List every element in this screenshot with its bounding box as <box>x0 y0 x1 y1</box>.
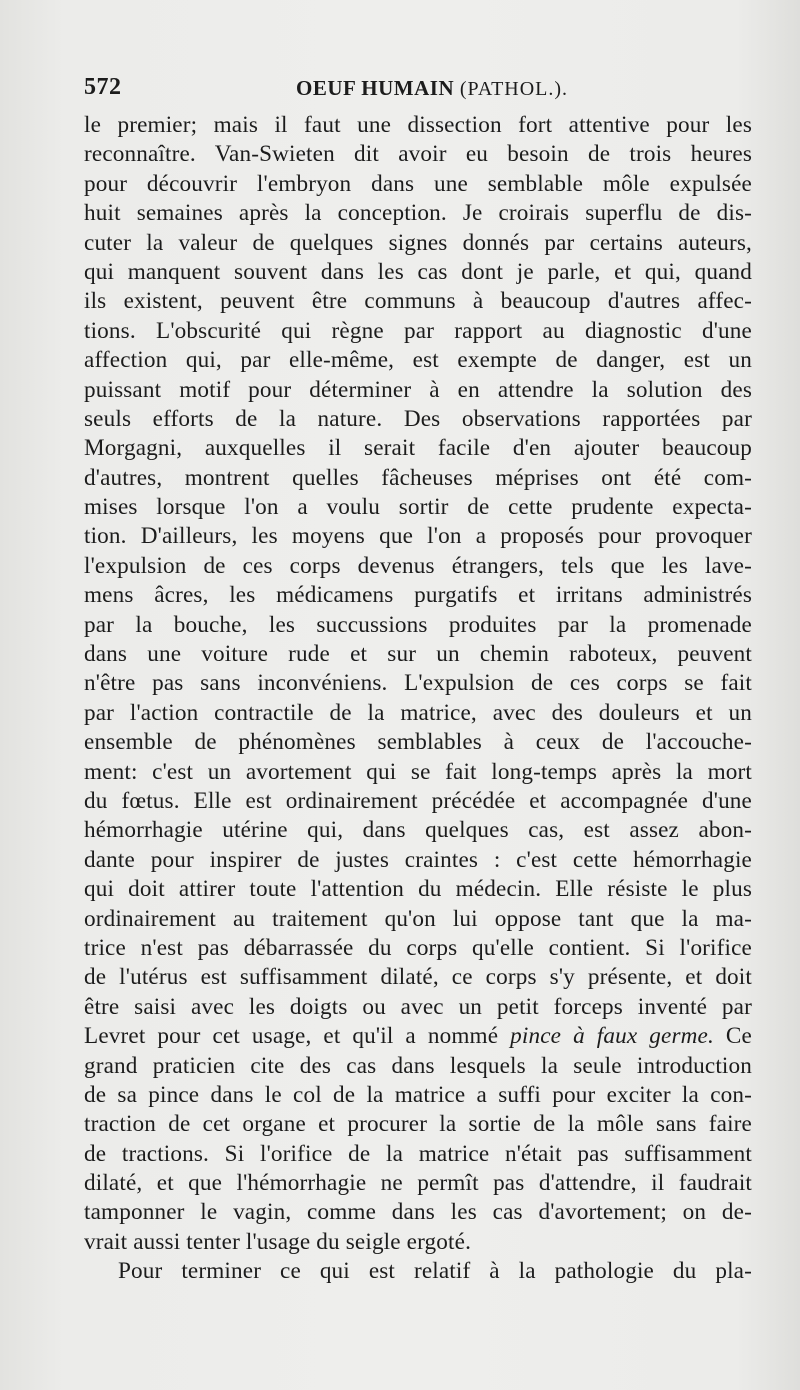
text-line: d'autres, montrent quelles fâcheuses méprises ont été com- <box>84 464 752 491</box>
text-segment: Levret pour cet usage, et qu'il a nommé <box>84 1023 511 1050</box>
text-line: ensemble de phénomènes semblables à ceux de l'accouche- <box>84 729 752 756</box>
text-line: dilaté, et que l'hémorrhagie ne permît pas d'attendre, il faudrait <box>84 1170 752 1197</box>
paragraph-start-line: Pour terminer ce qui est relatif à la pathologie du pla- <box>118 1258 752 1285</box>
running-title-subtitle: (PATHOL.). <box>459 78 569 100</box>
text-line: grand praticien cite des cas dans lesquels la seule introduction <box>84 1052 752 1079</box>
text-line: n'être pas sans inconvéniens. L'expulsion de ces corps se fait <box>84 670 752 697</box>
text-line: de tractions. Si l'orifice de la matrice n'était pas suffisamment <box>84 1140 752 1167</box>
text-line: Morgagni, auxquelles il serait facile d'en ajouter beaucoup <box>84 435 752 462</box>
text-line: être saisi avec les doigts ou avec un petit forceps inventé par <box>84 993 752 1020</box>
running-header <box>84 74 764 104</box>
text-line: l'expulsion de ces corps devenus étrangers, tels que les lave- <box>84 552 752 579</box>
text-line: ment: c'est un avortement qui se fait long-temps après la mort <box>84 758 752 785</box>
text-line: huit semaines après la conception. Je croirais superflu de dis- <box>84 200 752 227</box>
text-line: dante pour inspirer de justes craintes : c'est cette hémorrhagie <box>84 846 752 873</box>
text-line: reconnaître. Van-Swieten dit avoir eu besoin de trois heures <box>84 141 752 168</box>
text-line: tions. L'obscurité qui règne par rapport au diagnostic d'une <box>84 317 752 344</box>
text-line: puissant motif pour déterminer à en attendre la solution des <box>84 376 752 403</box>
text-line: mens âcres, les médicamens purgatifs et irritans administrés <box>84 582 752 609</box>
text-line: le premier; mais il faut une dissection fort attentive pour les <box>84 112 752 138</box>
text-line: trice n'est pas débarrassée du corps qu'elle contient. Si l'orifice <box>84 934 752 961</box>
text-line: du fœtus. Elle est ordinairement précédée et accompagnée d'une <box>84 787 752 814</box>
text-line: par l'action contractile de la matrice, avec des douleurs et un <box>84 699 752 726</box>
body-text <box>84 111 752 1287</box>
text-line: tamponner le vagin, comme dans les cas d'avortement; on de- <box>84 1199 752 1226</box>
text-line: ordinairement au traitement qu'on lui oppose tant que la ma- <box>84 905 752 932</box>
text-line: par la bouche, les succussions produites par la promenade <box>84 611 752 638</box>
running-title-main: OEUF HUMAIN <box>296 76 455 100</box>
text-line: mises lorsque l'on a voulu sortir de cette prudente expecta- <box>84 494 752 521</box>
text-line: pour découvrir l'embryon dans une semblable môle expulsée <box>84 170 752 197</box>
text-line: hémorrhagie utérine qui, dans quelques cas, est assez abon- <box>84 817 752 844</box>
text-line: traction de cet organe et procurer la sortie de la môle sans faire <box>84 1111 752 1138</box>
text-line: affection qui, par elle-même, est exempte de danger, est un <box>84 347 752 374</box>
text-line: de l'utérus est suffisamment dilaté, ce corps s'y présente, et doit <box>84 964 752 991</box>
paragraph-end-line: vrait aussi tenter l'usage du seigle ergoté. <box>84 1228 472 1255</box>
running-title <box>296 76 568 101</box>
text-line: qui doit attirer toute l'attention du médecin. Elle résiste le plus <box>84 876 752 903</box>
text-line: tion. D'ailleurs, les moyens que l'on a proposés pour provoquer <box>84 523 752 550</box>
text-line-with-italic <box>84 1022 752 1051</box>
text-line: de sa pince dans le col de la matrice a suffi pour exciter la con- <box>84 1081 752 1108</box>
italic-term: pince à faux germe. <box>510 1023 714 1050</box>
page-number: 572 <box>84 74 122 100</box>
text-line: cuter la valeur de quelques signes donnés par certains auteurs, <box>84 229 752 256</box>
text-line: dans une voiture rude et sur un chemin raboteux, peuvent <box>84 641 752 668</box>
text-line: seuls efforts de la nature. Des observations rapportées par <box>84 405 752 432</box>
text-line: qui manquent souvent dans les cas dont je parle, et qui, quand <box>84 258 752 285</box>
text-segment: Ce <box>713 1023 752 1050</box>
text-line: ils existent, peuvent être communs à beaucoup d'autres affec- <box>84 288 752 315</box>
